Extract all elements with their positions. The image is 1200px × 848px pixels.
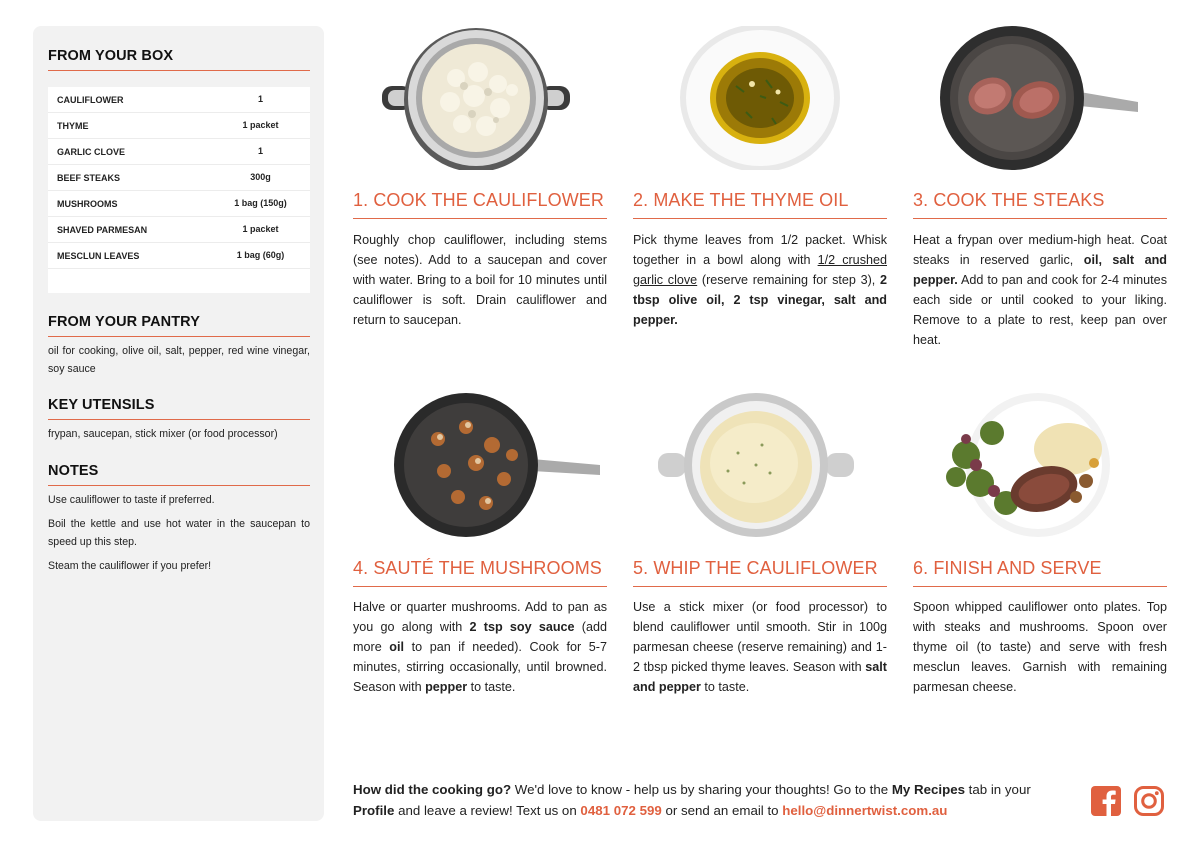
text-run: Use a stick mixer (or food processor) to blend cauliflower until smooth. Stir in 100g parmesan cheese (reserve remaining) and 1-2 tbsp picked thyme leaves. Season with: [633, 600, 887, 674]
step-5-title: 5. WHIP THE CAULIFLOWER: [633, 558, 878, 578]
mushrooms-frypan-image: [392, 393, 602, 537]
text-run: (add more: [353, 620, 607, 654]
ingredient-name: THYME: [57, 121, 89, 131]
step-2-title: 2. MAKE THE THYME OIL: [633, 190, 849, 210]
divider: [353, 218, 607, 219]
underlined-text: 1/2 crushed garlic clove: [633, 253, 887, 287]
ingredient-qty: 1 bag (60g): [236, 250, 285, 260]
text-run: and leave a review! Text us on: [394, 803, 581, 818]
ingredient-name: BEEF STEAKS: [57, 173, 121, 183]
instagram-icon[interactable]: [1133, 785, 1165, 817]
ingredient-name: CAULIFLOWER: [57, 95, 124, 105]
note-item: Boil the kettle and use hot water in the saucepan to speed up this step.: [48, 518, 310, 548]
from-box-title: FROM YOUR BOX: [48, 48, 174, 64]
ingredient-name: GARLIC CLOVE: [57, 147, 126, 157]
text-run: to taste.: [700, 680, 750, 694]
bold-text: oil, salt and pepper.: [913, 253, 1168, 287]
divider: [48, 336, 310, 337]
text-run: to taste.: [467, 680, 516, 694]
divider: [353, 586, 607, 587]
bold-text: How did the cooking go?: [353, 782, 512, 797]
bold-text: Profile: [353, 803, 395, 818]
step-1-title: 1. COOK THE CAULIFLOWER: [353, 190, 605, 210]
contact-link[interactable]: hello@dinnertwist.com.au: [782, 803, 948, 818]
table-row: [48, 113, 310, 139]
bold-text: 2 tsp soy sauce: [469, 620, 575, 634]
step-5-body: [633, 597, 887, 697]
bold-text: My Recipes: [891, 782, 965, 797]
ingredient-name: MUSHROOMS: [57, 199, 118, 209]
step-3-body: [913, 230, 1167, 350]
ingredient-qty: 1: [257, 146, 263, 156]
text-run: or send an email to: [661, 803, 783, 818]
table-row: [48, 87, 310, 113]
divider: [633, 218, 887, 219]
text-run: to pan if needed). Cook for 5-7 minutes, stirring occasionally, until browned. Season with: [353, 640, 607, 694]
bold-text: oil: [389, 640, 404, 654]
bold-text: 2 tbsp olive oil, 2 tsp vinegar, salt and pepper.: [633, 273, 887, 327]
divider: [633, 586, 887, 587]
text-run: Spoon whipped cauliflower onto plates. Top with steaks and mushrooms. Spoon over thyme oil (to taste) and serve with fresh mesclun leaves. Garnish with remaining parmesan cheese.: [913, 600, 1167, 694]
divider: [913, 586, 1167, 587]
ingredient-qty: 1 packet: [242, 224, 279, 234]
facebook-icon[interactable]: [1090, 785, 1122, 817]
step-4-title: 4. SAUTÉ THE MUSHROOMS: [353, 558, 602, 578]
table-row: [48, 165, 310, 191]
thyme-oil-bowl-image: [676, 26, 844, 170]
text-run: tab in your: [964, 782, 1031, 797]
text-run: Add to pan and cook for 2-4 minutes each side or until cooked to your liking. Remove to a plate to rest, keep pan over heat.: [913, 273, 1167, 347]
ingredient-name: SHAVED PARMESAN: [57, 225, 148, 235]
step-4-body: [353, 597, 607, 697]
feedback-footer: [353, 779, 1073, 821]
ingredient-qty: 1: [257, 94, 263, 104]
notes-title: NOTES: [48, 463, 99, 479]
text-run: (reserve remaining for step 3),: [697, 273, 880, 287]
ingredients-table: [48, 87, 310, 293]
note-item: Use cauliflower to taste if preferred.: [48, 494, 215, 506]
text-run: Heat a frypan over medium-high heat. Coat steaks in reserved garlic,: [913, 233, 1167, 267]
pantry-title: FROM YOUR PANTRY: [48, 314, 200, 330]
text-run: We'd love to know - help us by sharing your thoughts! Go to the: [511, 782, 892, 797]
cauliflower-saucepan-image: [380, 26, 572, 170]
divider: [48, 419, 310, 420]
text-run: Pick thyme leaves from 1/2 packet. Whisk together in a bowl along with: [633, 233, 887, 267]
step-3-title: 3. COOK THE STEAKS: [913, 190, 1105, 210]
divider: [913, 218, 1167, 219]
step-2-body: [633, 230, 887, 330]
bold-text: pepper: [425, 680, 468, 694]
whipped-cauliflower-image: [658, 393, 854, 537]
bold-text: salt and pepper: [633, 660, 887, 694]
ingredient-qty: 1 bag (150g): [234, 198, 287, 208]
ingredient-name: MESCLUN LEAVES: [57, 251, 140, 261]
step-6-body: [913, 597, 1167, 697]
step-6-title: 6. FINISH AND SERVE: [913, 558, 1102, 578]
utensils-text: frypan, saucepan, stick mixer (or food processor): [48, 428, 278, 440]
steaks-frypan-image: [940, 26, 1140, 170]
divider: [48, 70, 310, 71]
pantry-text: oil for cooking, olive oil, salt, pepper, red wine vinegar, soy sauce: [48, 345, 310, 375]
contact-link[interactable]: 0481 072 599: [580, 803, 662, 818]
note-item: Steam the cauliflower if you prefer!: [48, 560, 212, 572]
finished-plate-image: [936, 393, 1126, 537]
ingredient-qty: 1 packet: [242, 120, 279, 130]
table-row: [48, 191, 310, 217]
table-row: [48, 217, 310, 243]
sidebar: [33, 26, 324, 821]
utensils-title: KEY UTENSILS: [48, 397, 155, 413]
text-run: Roughly chop cauliflower, including stems (see notes). Add to a saucepan and cover with water. Bring to a boil for 10 minutes until cauliflower is soft. Drain cauliflower and return to saucepan.: [353, 233, 607, 327]
divider: [48, 485, 310, 486]
table-row: [48, 139, 310, 165]
table-row: [48, 243, 310, 269]
text-run: Halve or quarter mushrooms. Add to pan as you go along with: [353, 600, 607, 634]
ingredient-qty: 300g: [250, 172, 271, 182]
step-1-body: [353, 230, 607, 330]
